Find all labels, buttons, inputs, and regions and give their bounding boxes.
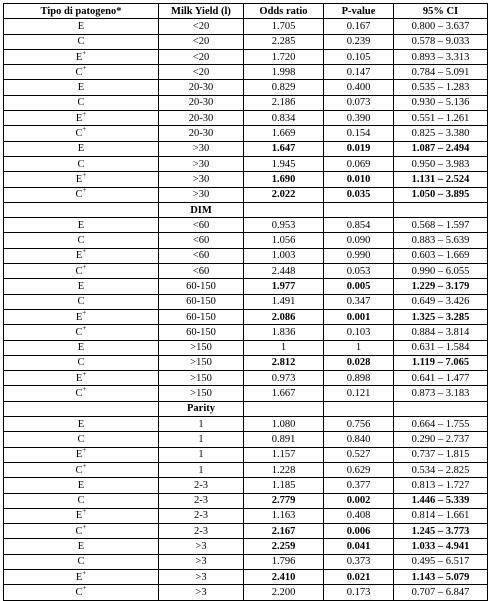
- odds-ratio-cell: 0.953: [244, 218, 324, 233]
- confidence-interval-cell: 0.813 – 1.727: [394, 478, 488, 493]
- pathogen-label: C: [77, 495, 85, 507]
- confidence-interval-cell: 0.737 – 1.815: [394, 447, 488, 462]
- table-row: [4, 141, 488, 156]
- p-value-cell: 0.090: [324, 233, 394, 248]
- odds-ratio-cell: 2.448: [244, 264, 324, 279]
- pathogen-superscript: +: [82, 263, 87, 271]
- table-row: [4, 248, 488, 263]
- variable-level-cell: 2-3: [159, 524, 244, 539]
- confidence-interval-cell: 0.825 – 3.380: [394, 126, 488, 141]
- pathogen-cell: [4, 80, 159, 95]
- p-value-cell: 0.756: [324, 417, 394, 432]
- table-row: [4, 447, 488, 462]
- pathogen-label: C: [75, 388, 83, 400]
- odds-ratio-cell: 1.796: [244, 554, 324, 569]
- pathogen-label: E: [75, 571, 83, 583]
- pathogen-cell: [4, 233, 159, 248]
- pathogen-label: C: [77, 296, 85, 308]
- variable-level-cell: 20-30: [159, 80, 244, 95]
- variable-level-cell: >30: [159, 141, 244, 156]
- confidence-interval-cell: 0.814 – 1.661: [394, 508, 488, 523]
- table-row: [4, 569, 488, 584]
- pathogen-label: E: [75, 311, 83, 323]
- pathogen-label: E: [77, 541, 85, 553]
- odds-ratio-cell: 1.228: [244, 462, 324, 477]
- variable-level-cell: 20-30: [159, 126, 244, 141]
- pathogen-label: E: [77, 219, 85, 231]
- table-row: [4, 111, 488, 126]
- pathogen-superscript: +: [82, 248, 87, 256]
- pathogen-label: C: [77, 433, 85, 445]
- variable-level-cell: <60: [159, 248, 244, 263]
- p-value-cell: 0.347: [324, 294, 394, 309]
- pathogen-label: C: [75, 128, 83, 140]
- table-row: [4, 432, 488, 447]
- odds-ratio-cell: 2.022: [244, 187, 324, 202]
- confidence-interval-cell: 1.033 – 4.941: [394, 539, 488, 554]
- variable-level-cell: <20: [159, 19, 244, 34]
- odds-ratio-cell: 1.836: [244, 325, 324, 340]
- table-row: [4, 172, 488, 187]
- table-row: [4, 386, 488, 401]
- odds-ratio-cell: 1.003: [244, 248, 324, 263]
- pathogen-cell: [4, 462, 159, 477]
- confidence-interval-cell: 0.873 – 3.183: [394, 386, 488, 401]
- pathogen-label: E: [75, 510, 83, 522]
- confidence-interval-cell: 0.534 – 2.825: [394, 462, 488, 477]
- p-value-cell: 0.005: [324, 279, 394, 294]
- section-label: DIM: [159, 202, 244, 217]
- pathogen-cell: [4, 508, 159, 523]
- confidence-interval-cell: 0.707 – 6.847: [394, 585, 488, 600]
- pathogen-cell: [4, 447, 159, 462]
- table-row: [4, 34, 488, 49]
- header-confidence-interval: 95% CI: [394, 4, 488, 19]
- section-empty-cell: [394, 202, 488, 217]
- pathogen-cell: [4, 218, 159, 233]
- pathogen-label: C: [75, 189, 83, 201]
- variable-level-cell: <20: [159, 65, 244, 80]
- pathogen-cell: [4, 325, 159, 340]
- odds-ratio-cell: 0.834: [244, 111, 324, 126]
- pathogen-superscript: +: [82, 125, 87, 134]
- table-row: [4, 493, 488, 508]
- p-value-cell: 0.019: [324, 141, 394, 156]
- table-row: [4, 325, 488, 340]
- confidence-interval-cell: 1.229 – 3.179: [394, 279, 488, 294]
- confidence-interval-cell: 0.884 – 3.814: [394, 325, 488, 340]
- confidence-interval-cell: 0.950 – 3.983: [394, 156, 488, 171]
- odds-ratio-cell: 2.186: [244, 95, 324, 110]
- pathogen-cell: [4, 478, 159, 493]
- pathogen-superscript: +: [82, 171, 87, 179]
- table-row: [4, 355, 488, 370]
- p-value-cell: 0.002: [324, 493, 394, 508]
- p-value-cell: 0.990: [324, 248, 394, 263]
- confidence-interval-cell: 1.087 – 2.494: [394, 141, 488, 156]
- pathogen-cell: [4, 371, 159, 386]
- pathogen-cell: [4, 187, 159, 202]
- table-row: [4, 19, 488, 34]
- table-row: [4, 371, 488, 386]
- section-empty-cell: [244, 401, 324, 416]
- confidence-interval-cell: 0.603 – 1.669: [394, 248, 488, 263]
- variable-level-cell: 2-3: [159, 508, 244, 523]
- p-value-cell: 0.041: [324, 539, 394, 554]
- variable-level-cell: >3: [159, 585, 244, 600]
- pathogen-label: C: [77, 158, 85, 170]
- p-value-cell: 0.527: [324, 447, 394, 462]
- pathogen-superscript: +: [82, 309, 87, 317]
- p-value-cell: 0.373: [324, 554, 394, 569]
- p-value-cell: 0.377: [324, 478, 394, 493]
- confidence-interval-cell: 0.893 – 3.313: [394, 49, 488, 64]
- variable-level-cell: <60: [159, 264, 244, 279]
- section-row: [4, 401, 488, 416]
- confidence-interval-cell: 0.784 – 5.091: [394, 65, 488, 80]
- pathogen-label: C: [77, 36, 85, 48]
- variable-level-cell: 2-3: [159, 493, 244, 508]
- odds-ratio-cell: 1.667: [244, 386, 324, 401]
- table-row: [4, 554, 488, 569]
- pathogen-label: C: [75, 586, 83, 598]
- odds-ratio-cell: 1.163: [244, 508, 324, 523]
- variable-level-cell: >150: [159, 386, 244, 401]
- odds-ratio-cell: 1.185: [244, 478, 324, 493]
- table-row: [4, 294, 488, 309]
- pathogen-cell: [4, 279, 159, 294]
- pathogen-label: E: [75, 51, 83, 63]
- variable-level-cell: <20: [159, 34, 244, 49]
- odds-ratio-cell: 1.690: [244, 172, 324, 187]
- pathogen-superscript: +: [82, 462, 87, 470]
- pathogen-cell: [4, 264, 159, 279]
- pathogen-cell: [4, 309, 159, 324]
- pathogen-superscript: +: [82, 324, 87, 332]
- table-row: [4, 264, 488, 279]
- header-row: [4, 4, 488, 19]
- pathogen-label: C: [75, 525, 83, 537]
- pathogen-cell: [4, 172, 159, 187]
- header-milk-yield: Milk Yield (l): [159, 4, 244, 19]
- pathogen-cell: [4, 569, 159, 584]
- variable-level-cell: <20: [159, 49, 244, 64]
- pathogen-cell: [4, 156, 159, 171]
- variable-level-cell: 60-150: [159, 294, 244, 309]
- pathogen-superscript: +: [82, 385, 87, 394]
- section-empty-cell: [244, 202, 324, 217]
- pathogen-label: C: [77, 357, 85, 369]
- pathogen-label: E: [75, 372, 83, 384]
- section-empty-cell: [4, 202, 159, 217]
- pathogen-superscript: +: [82, 370, 87, 378]
- odds-ratio-cell: 0.891: [244, 432, 324, 447]
- table-row: [4, 187, 488, 202]
- pathogen-cell: [4, 65, 159, 80]
- odds-ratio-cell: 1.998: [244, 65, 324, 80]
- p-value-cell: 0.898: [324, 371, 394, 386]
- p-value-cell: 0.854: [324, 218, 394, 233]
- confidence-interval-cell: 0.930 – 5.136: [394, 95, 488, 110]
- pathogen-cell: [4, 19, 159, 34]
- table-row: [4, 585, 488, 600]
- odds-ratio-cell: 2.812: [244, 355, 324, 370]
- odds-ratio-cell: 2.259: [244, 539, 324, 554]
- p-value-cell: 0.035: [324, 187, 394, 202]
- p-value-cell: 0.053: [324, 264, 394, 279]
- confidence-interval-cell: 0.568 – 1.597: [394, 218, 488, 233]
- p-value-cell: 1: [324, 340, 394, 355]
- confidence-interval-cell: 1.131 – 2.524: [394, 172, 488, 187]
- variable-level-cell: >150: [159, 340, 244, 355]
- table-row: [4, 218, 488, 233]
- p-value-cell: 0.173: [324, 585, 394, 600]
- confidence-interval-cell: 0.578 – 9.033: [394, 34, 488, 49]
- variable-level-cell: 60-150: [159, 279, 244, 294]
- pathogen-cell: [4, 585, 159, 600]
- table-row: [4, 524, 488, 539]
- confidence-interval-cell: 1.050 – 3.895: [394, 187, 488, 202]
- pathogen-cell: [4, 386, 159, 401]
- odds-ratio-cell: 2.410: [244, 569, 324, 584]
- table-row: [4, 508, 488, 523]
- confidence-interval-cell: 1.119 – 7.065: [394, 355, 488, 370]
- odds-ratio-cell: 1.669: [244, 126, 324, 141]
- odds-ratio-table: [3, 3, 488, 601]
- pathogen-cell: [4, 524, 159, 539]
- variable-level-cell: >30: [159, 187, 244, 202]
- p-value-cell: 0.021: [324, 569, 394, 584]
- pathogen-label: E: [75, 250, 83, 262]
- p-value-cell: 0.840: [324, 432, 394, 447]
- pathogen-cell: [4, 493, 159, 508]
- pathogen-superscript: +: [82, 569, 87, 577]
- variable-level-cell: 60-150: [159, 325, 244, 340]
- variable-level-cell: >150: [159, 371, 244, 386]
- p-value-cell: 0.105: [324, 49, 394, 64]
- odds-ratio-cell: 1.491: [244, 294, 324, 309]
- p-value-cell: 0.408: [324, 508, 394, 523]
- p-value-cell: 0.010: [324, 172, 394, 187]
- p-value-cell: 0.006: [324, 524, 394, 539]
- table-row: [4, 462, 488, 477]
- odds-ratio-cell: 2.285: [244, 34, 324, 49]
- confidence-interval-cell: 0.664 – 1.755: [394, 417, 488, 432]
- table-row: [4, 126, 488, 141]
- odds-ratio-cell: 1.157: [244, 447, 324, 462]
- confidence-interval-cell: 1.143 – 5.079: [394, 569, 488, 584]
- p-value-cell: 0.147: [324, 65, 394, 80]
- variable-level-cell: 20-30: [159, 95, 244, 110]
- pathogen-label: E: [77, 280, 85, 292]
- confidence-interval-cell: 0.883 – 5.639: [394, 233, 488, 248]
- confidence-interval-cell: 0.535 – 1.283: [394, 80, 488, 95]
- pathogen-superscript: +: [82, 110, 87, 118]
- odds-ratio-cell: 1.705: [244, 19, 324, 34]
- variable-level-cell: 60-150: [159, 309, 244, 324]
- pathogen-label: C: [75, 265, 83, 277]
- pathogen-label: C: [77, 235, 85, 247]
- pathogen-label: E: [77, 82, 85, 94]
- table-row: [4, 233, 488, 248]
- odds-ratio-cell: 2.200: [244, 585, 324, 600]
- p-value-cell: 0.069: [324, 156, 394, 171]
- pathogen-superscript: +: [82, 64, 87, 72]
- variable-level-cell: >3: [159, 569, 244, 584]
- variable-level-cell: <60: [159, 233, 244, 248]
- table-row: [4, 80, 488, 95]
- pathogen-superscript: +: [82, 447, 87, 455]
- p-value-cell: 0.239: [324, 34, 394, 49]
- confidence-interval-cell: 1.446 – 5.339: [394, 493, 488, 508]
- section-empty-cell: [394, 401, 488, 416]
- variable-level-cell: 1: [159, 432, 244, 447]
- pathogen-cell: [4, 49, 159, 64]
- confidence-interval-cell: 0.649 – 3.426: [394, 294, 488, 309]
- pathogen-superscript: +: [82, 584, 87, 592]
- section-empty-cell: [4, 401, 159, 416]
- variable-level-cell: >3: [159, 539, 244, 554]
- odds-ratio-cell: 0.973: [244, 371, 324, 386]
- odds-ratio-cell: 1: [244, 340, 324, 355]
- table-row: [4, 478, 488, 493]
- pathogen-cell: [4, 141, 159, 156]
- odds-ratio-cell: 1.080: [244, 417, 324, 432]
- odds-ratio-cell: 2.779: [244, 493, 324, 508]
- p-value-cell: 0.390: [324, 111, 394, 126]
- pathogen-cell: [4, 294, 159, 309]
- odds-ratio-cell: 2.086: [244, 309, 324, 324]
- p-value-cell: 0.400: [324, 80, 394, 95]
- variable-level-cell: >30: [159, 156, 244, 171]
- pathogen-superscript: +: [82, 523, 87, 531]
- odds-ratio-cell: 1.945: [244, 156, 324, 171]
- p-value-cell: 0.073: [324, 95, 394, 110]
- variable-level-cell: >150: [159, 355, 244, 370]
- section-row: [4, 202, 488, 217]
- section-empty-cell: [324, 401, 394, 416]
- table-row: [4, 156, 488, 171]
- table-body: [4, 19, 488, 600]
- confidence-interval-cell: 0.631 – 1.584: [394, 340, 488, 355]
- pathogen-label: C: [77, 556, 85, 568]
- odds-ratio-cell: 1.720: [244, 49, 324, 64]
- section-label: Parity: [159, 401, 244, 416]
- confidence-interval-cell: 0.641 – 1.477: [394, 371, 488, 386]
- odds-ratio-cell: 1.647: [244, 141, 324, 156]
- pathogen-label: C: [75, 66, 83, 78]
- confidence-interval-cell: 0.290 – 2.737: [394, 432, 488, 447]
- table-row: [4, 65, 488, 80]
- pathogen-label: E: [77, 418, 85, 430]
- confidence-interval-cell: 0.990 – 6.055: [394, 264, 488, 279]
- confidence-interval-cell: 1.245 – 3.773: [394, 524, 488, 539]
- odds-ratio-cell: 2.167: [244, 524, 324, 539]
- table-row: [4, 95, 488, 110]
- pathogen-cell: [4, 355, 159, 370]
- pathogen-cell: [4, 111, 159, 126]
- header-pathogen-type: Tipo di patogeno*: [4, 4, 159, 19]
- pathogen-label: E: [77, 479, 85, 491]
- table-row: [4, 279, 488, 294]
- pathogen-label: E: [75, 112, 83, 124]
- table-row: [4, 49, 488, 64]
- variable-level-cell: 20-30: [159, 111, 244, 126]
- odds-ratio-cell: 1.056: [244, 233, 324, 248]
- p-value-cell: 0.154: [324, 126, 394, 141]
- variable-level-cell: 1: [159, 462, 244, 477]
- p-value-cell: 0.121: [324, 386, 394, 401]
- pathogen-superscript: +: [82, 49, 87, 57]
- confidence-interval-cell: 0.800 – 3.637: [394, 19, 488, 34]
- p-value-cell: 0.001: [324, 309, 394, 324]
- odds-ratio-table-container: [3, 3, 488, 601]
- pathogen-cell: [4, 95, 159, 110]
- pathogen-cell: [4, 417, 159, 432]
- pathogen-label: E: [77, 20, 85, 32]
- pathogen-label: C: [75, 326, 83, 338]
- variable-level-cell: >3: [159, 554, 244, 569]
- table-row: [4, 417, 488, 432]
- pathogen-superscript: +: [82, 187, 87, 195]
- variable-level-cell: 1: [159, 447, 244, 462]
- variable-level-cell: <60: [159, 218, 244, 233]
- pathogen-cell: [4, 554, 159, 569]
- p-value-cell: 0.629: [324, 462, 394, 477]
- variable-level-cell: >30: [159, 172, 244, 187]
- pathogen-cell: [4, 34, 159, 49]
- confidence-interval-cell: 0.551 – 1.261: [394, 111, 488, 126]
- odds-ratio-cell: 0.829: [244, 80, 324, 95]
- confidence-interval-cell: 1.325 – 3.285: [394, 309, 488, 324]
- table-row: [4, 340, 488, 355]
- pathogen-label: E: [77, 342, 85, 354]
- pathogen-superscript: +: [82, 508, 87, 516]
- section-empty-cell: [324, 202, 394, 217]
- pathogen-cell: [4, 432, 159, 447]
- pathogen-label: C: [77, 97, 85, 109]
- p-value-cell: 0.103: [324, 325, 394, 340]
- pathogen-label: E: [75, 173, 83, 185]
- pathogen-cell: [4, 340, 159, 355]
- p-value-cell: 0.028: [324, 355, 394, 370]
- pathogen-cell: [4, 126, 159, 141]
- pathogen-label: E: [77, 143, 85, 155]
- variable-level-cell: 2-3: [159, 478, 244, 493]
- pathogen-label: C: [75, 464, 83, 476]
- header-p-value: P-value: [324, 4, 394, 19]
- pathogen-label: E: [75, 449, 83, 461]
- variable-level-cell: 1: [159, 417, 244, 432]
- odds-ratio-cell: 1.977: [244, 279, 324, 294]
- header-odds-ratio: Odds ratio: [244, 4, 324, 19]
- p-value-cell: 0.167: [324, 19, 394, 34]
- confidence-interval-cell: 0.495 – 6.517: [394, 554, 488, 569]
- table-row: [4, 309, 488, 324]
- pathogen-cell: [4, 248, 159, 263]
